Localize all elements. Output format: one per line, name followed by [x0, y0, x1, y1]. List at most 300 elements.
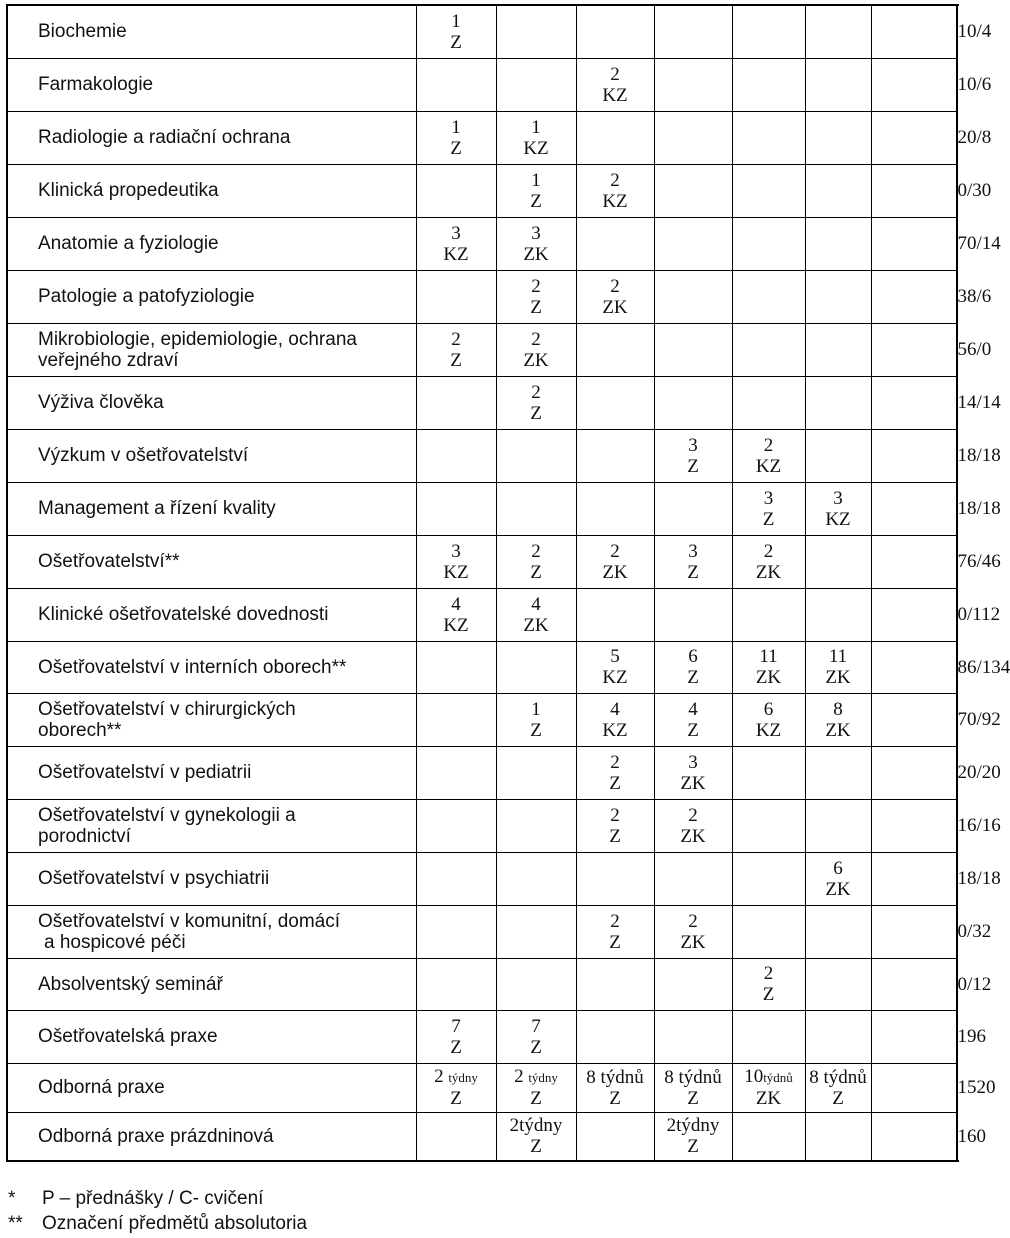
- subject-line: Ošetřovatelská praxe: [38, 1026, 218, 1047]
- completion-type: ZK: [755, 667, 782, 688]
- credits-value: 8: [833, 698, 843, 720]
- semester-cell: [871, 1112, 878, 1161]
- subject-line: Ošetřovatelství**: [38, 551, 180, 572]
- semester-cell: [416, 482, 496, 535]
- completion-type: Z: [530, 719, 542, 741]
- semester-cell: [576, 1010, 654, 1063]
- subject-cell: [7, 1010, 416, 1063]
- semester-cell: [732, 905, 805, 958]
- completion-type: Z: [450, 137, 462, 159]
- credits-value: 8 týdnů: [809, 1066, 867, 1088]
- semester-cell: [654, 852, 732, 905]
- semester-cell: [654, 376, 732, 429]
- semester-cell: [654, 905, 732, 958]
- semester-cell: [576, 1063, 654, 1112]
- semester-cell: [416, 164, 496, 217]
- completion-type: Z: [450, 1036, 462, 1058]
- completion-type: Z: [609, 772, 621, 794]
- footnote-1: [8, 1186, 307, 1211]
- semester-cell: [416, 958, 496, 1010]
- completion-type: Z: [530, 402, 542, 424]
- semester-cell: [576, 588, 654, 641]
- credits-value: 2: [688, 910, 698, 932]
- credits-value: 2 týdny: [434, 1066, 478, 1087]
- semester-cell: [805, 376, 871, 429]
- semester-cell: [496, 1063, 576, 1112]
- semester-cell: [496, 58, 576, 111]
- subject-line: Radiologie a radiační ochrana: [38, 127, 291, 148]
- credits-value: 2: [688, 804, 698, 826]
- subject-line: Výživa člověka: [38, 392, 164, 413]
- semester-cell: [496, 905, 576, 958]
- completion-type: Z: [687, 667, 699, 688]
- subject-cell: [7, 111, 416, 164]
- credits-value: 2týdny: [666, 1115, 720, 1137]
- table-row: Mikrobiologie, epidemiologie, ochrana veřejného zdraví 2 Z 2 ZK 56/0: [7, 323, 957, 376]
- completion-type: ZK: [825, 878, 851, 900]
- spacer-cell: [878, 58, 957, 111]
- semester-cell: [576, 1112, 654, 1161]
- semester-cell: [732, 270, 805, 323]
- semester-cell: [654, 1112, 732, 1161]
- semester-cell: [805, 5, 871, 58]
- credits-value: 5: [610, 646, 620, 667]
- subject-line: Farmakologie: [38, 74, 154, 95]
- completion-type: Z: [450, 349, 462, 371]
- subject-line: Ošetřovatelství v interních oborech**: [38, 656, 347, 678]
- credits-value: 3: [688, 540, 698, 562]
- completion-type: ZK: [680, 931, 706, 953]
- table-row: Ošetřovatelství** 3 KZ 2 Z 2 ZK 3 Z 2 ZK 76/46: [7, 535, 957, 588]
- semester-cell: [654, 1010, 732, 1063]
- semester-cell: [732, 852, 805, 905]
- subject-cell: [7, 376, 416, 429]
- subject-line: Ošetřovatelství v pediatrii: [38, 762, 252, 783]
- semester-cell: [496, 1010, 576, 1063]
- semester-cell: [654, 746, 732, 799]
- credits-value: 2: [610, 275, 620, 297]
- semester-cell: [732, 1063, 805, 1112]
- semester-cell: [576, 376, 654, 429]
- spacer-cell: [878, 958, 957, 1010]
- subject-cell: [7, 164, 416, 217]
- spacer-cell: [878, 482, 957, 535]
- semester-cell: [496, 482, 576, 535]
- credits-value: 4: [688, 698, 698, 720]
- semester-cell: [805, 852, 871, 905]
- subject-line: Odborná praxe prázdninová: [38, 1125, 274, 1147]
- table-row: Klinická propedeutika 1 Z 2 KZ 0/30: [7, 164, 957, 217]
- credits-value: 2týdny: [509, 1115, 563, 1137]
- credits-value: 2: [763, 963, 774, 984]
- credits-value: 3: [688, 751, 698, 773]
- completion-type: KZ: [602, 667, 628, 688]
- semester-cell: [576, 799, 654, 852]
- credits-value: 11: [828, 646, 848, 667]
- table-row: Výzkum v ošetřovatelství 3 Z 2 KZ 18/18: [7, 429, 957, 482]
- completion-type: Z: [530, 1136, 542, 1158]
- credits-value: 2: [610, 804, 620, 826]
- semester-cell: [496, 958, 576, 1010]
- credits-value: 6: [833, 857, 843, 879]
- footnote-2: [8, 1211, 307, 1236]
- completion-type: Z: [609, 825, 621, 847]
- semester-cell: [654, 217, 732, 270]
- subject-cell: [7, 799, 416, 852]
- semester-cell: [805, 111, 871, 164]
- spacer-cell: [878, 111, 957, 164]
- spacer-cell: [878, 376, 957, 429]
- semester-cell: [576, 482, 654, 535]
- completion-type: ZK: [523, 243, 549, 265]
- credits-value: 1: [531, 698, 541, 720]
- credits-value: 10týdnů: [744, 1066, 793, 1087]
- semester-cell: [871, 217, 878, 270]
- spacer-cell: [878, 746, 957, 799]
- spacer-cell: [878, 1112, 957, 1161]
- semester-cell: [732, 535, 805, 588]
- semester-cell: [732, 588, 805, 641]
- semester-cell: [805, 905, 871, 958]
- credits-value: 3: [451, 540, 461, 562]
- completion-type: ZK: [825, 719, 851, 741]
- credits-value: 1: [531, 169, 541, 191]
- completion-type: Z: [530, 1088, 542, 1109]
- semester-cell: [871, 799, 878, 852]
- semester-cell: [496, 799, 576, 852]
- semester-cell: [576, 217, 654, 270]
- credits-value: 7: [451, 1015, 461, 1037]
- credits-value: 6: [688, 646, 698, 667]
- subject-line: Absolventský seminář: [38, 973, 223, 995]
- completion-type: KZ: [825, 508, 851, 530]
- semester-cell: [805, 1010, 871, 1063]
- semester-cell: [576, 58, 654, 111]
- credits-value: 1: [531, 116, 541, 138]
- semester-cell: [732, 323, 805, 376]
- completion-type: Z: [450, 1088, 462, 1109]
- completion-type: KZ: [602, 190, 628, 212]
- subject-cell: [7, 5, 416, 58]
- table-row: Biochemie 1 Z 10/4: [7, 5, 957, 58]
- semester-cell: [576, 535, 654, 588]
- credits-value: 2: [451, 328, 461, 350]
- subject-cell: [7, 1063, 416, 1112]
- footnote-mark: **: [8, 1213, 23, 1234]
- completion-type: Z: [832, 1087, 844, 1109]
- completion-type: KZ: [755, 455, 782, 477]
- semester-cell: [732, 376, 805, 429]
- semester-cell: [576, 958, 654, 1010]
- semester-cell: [805, 1063, 871, 1112]
- semester-cell: [416, 1063, 496, 1112]
- semester-cell: [871, 376, 878, 429]
- semester-cell: [871, 852, 878, 905]
- semester-cell: [496, 217, 576, 270]
- subject-line: a hospicové péči: [44, 931, 186, 953]
- spacer-cell: [878, 852, 957, 905]
- subject-line: Ošetřovatelství v psychiatrii: [38, 868, 270, 889]
- semester-cell: [496, 111, 576, 164]
- table-row: Ošetřovatelství v pediatrii 2 Z 3 ZK 20/20: [7, 746, 957, 799]
- semester-cell: [496, 5, 576, 58]
- subject-cell: [7, 482, 416, 535]
- semester-cell: [654, 58, 732, 111]
- semester-cell: [416, 376, 496, 429]
- credits-value: 7: [531, 1015, 541, 1037]
- spacer-cell: [878, 164, 957, 217]
- credits-value: 2: [610, 169, 620, 191]
- completion-type: Z: [609, 1087, 621, 1109]
- subject-cell: [7, 1112, 416, 1161]
- subject-cell: [7, 270, 416, 323]
- semester-cell: [805, 693, 871, 746]
- table-row: Odborná praxe 2 týdny Z 2 týdny Z 8 týdnů Z 8 týdnů Z 10týdnů ZK 8 týdnů Z 1520: [7, 1063, 957, 1112]
- credits-value: 2: [531, 328, 541, 350]
- semester-cell: [496, 164, 576, 217]
- completion-type: Z: [530, 296, 542, 318]
- completion-type: KZ: [443, 561, 469, 583]
- footnote-text: Označení předmětů absolutoria: [42, 1213, 308, 1234]
- credits-value: 8 týdnů: [586, 1066, 644, 1088]
- semester-cell: [732, 693, 805, 746]
- semester-cell: [732, 1112, 805, 1161]
- spacer-cell: [878, 270, 957, 323]
- credits-value: 4: [451, 593, 461, 615]
- semester-cell: [732, 58, 805, 111]
- semester-cell: [871, 1010, 878, 1063]
- semester-cell: [576, 5, 654, 58]
- subject-line: Management a řízení kvality: [38, 498, 276, 519]
- semester-cell: [805, 1112, 871, 1161]
- table-row: Ošetřovatelství v interních oborech** 5 KZ 6 Z 11 ZK 11 ZK 86/134: [7, 641, 957, 693]
- subject-line: Klinické ošetřovatelské dovednosti: [38, 604, 329, 625]
- semester-cell: [654, 799, 732, 852]
- completion-type: ZK: [825, 667, 851, 688]
- semester-cell: [576, 270, 654, 323]
- spacer-cell: [878, 5, 957, 58]
- semester-cell: [805, 58, 871, 111]
- spacer-cell: [878, 429, 957, 482]
- subject-cell: [7, 958, 416, 1010]
- semester-cell: [416, 5, 496, 58]
- completion-type: KZ: [443, 614, 469, 636]
- table-row: Odborná praxe prázdninová 2týdny Z 2týdny Z 160: [7, 1112, 957, 1161]
- semester-cell: [871, 588, 878, 641]
- completion-type: Z: [687, 1136, 699, 1158]
- subject-line: Ošetřovatelství v chirurgických: [38, 698, 296, 720]
- spacer-cell: [878, 905, 957, 958]
- semester-cell: [732, 164, 805, 217]
- semester-cell: [496, 376, 576, 429]
- completion-type: KZ: [602, 719, 628, 741]
- semester-cell: [871, 429, 878, 482]
- semester-cell: [576, 905, 654, 958]
- semester-cell: [654, 111, 732, 164]
- credits-value: 11: [759, 646, 778, 667]
- semester-cell: [576, 641, 654, 693]
- semester-cell: [732, 482, 805, 535]
- subject-line: Anatomie a fyziologie: [38, 233, 219, 254]
- subject-cell: [7, 693, 416, 746]
- semester-cell: [496, 641, 576, 693]
- semester-cell: [654, 641, 732, 693]
- spacer-cell: [878, 217, 957, 270]
- completion-type: Z: [450, 31, 462, 53]
- semester-cell: [805, 429, 871, 482]
- credits-value: 2: [610, 910, 620, 932]
- table-row: Ošetřovatelství v chirurgických oborech** 1 Z 4 KZ 4 Z 6 KZ 8 ZK 70/92: [7, 693, 957, 746]
- semester-cell: [576, 693, 654, 746]
- completion-type: ZK: [602, 561, 628, 583]
- semester-cell: [805, 270, 871, 323]
- subject-line: porodnictví: [38, 825, 131, 847]
- semester-cell: [576, 746, 654, 799]
- semester-cell: [732, 5, 805, 58]
- semester-cell: [732, 746, 805, 799]
- semester-cell: [805, 746, 871, 799]
- semester-cell: [496, 270, 576, 323]
- semester-cell: [871, 1063, 878, 1112]
- semester-cell: [871, 5, 878, 58]
- semester-cell: [805, 641, 871, 693]
- table-row: Patologie a patofyziologie 2 Z 2 ZK 38/6: [7, 270, 957, 323]
- semester-cell: [732, 1010, 805, 1063]
- semester-cell: [416, 429, 496, 482]
- subject-line: Ošetřovatelství v komunitní, domácí: [38, 910, 341, 932]
- semester-cell: [654, 693, 732, 746]
- semester-cell: [496, 746, 576, 799]
- credits-value: 3: [763, 487, 774, 509]
- completion-type: ZK: [602, 296, 628, 318]
- subject-cell: [7, 323, 416, 376]
- semester-cell: [732, 958, 805, 1010]
- completion-type: ZK: [680, 825, 706, 847]
- semester-cell: [416, 535, 496, 588]
- semester-cell: [416, 905, 496, 958]
- semester-cell: [416, 1112, 496, 1161]
- completion-type: Z: [687, 1087, 699, 1109]
- footnote-text: P – přednášky / C- cvičení: [42, 1188, 264, 1209]
- credits-value: 6: [763, 698, 774, 720]
- completion-type: KZ: [523, 137, 549, 159]
- semester-cell: [805, 535, 871, 588]
- semester-cell: [496, 535, 576, 588]
- semester-cell: [654, 323, 732, 376]
- completion-type: ZK: [523, 614, 549, 636]
- spacer-cell: [878, 323, 957, 376]
- completion-type: KZ: [602, 84, 628, 106]
- footnote-mark: *: [8, 1188, 16, 1209]
- table-row: Výživa člověka 2 Z 14/14: [7, 376, 957, 429]
- semester-cell: [416, 641, 496, 693]
- semester-cell: [496, 323, 576, 376]
- completion-type: ZK: [680, 772, 706, 794]
- semester-cell: [805, 217, 871, 270]
- semester-cell: [871, 323, 878, 376]
- completion-type: Z: [687, 561, 699, 583]
- curriculum-table: [6, 4, 1010, 1162]
- semester-cell: [496, 852, 576, 905]
- semester-cell: [496, 693, 576, 746]
- semester-cell: [732, 429, 805, 482]
- credits-value: 2: [610, 63, 620, 85]
- subject-line: Mikrobiologie, epidemiologie, ochrana: [38, 328, 357, 350]
- semester-cell: [576, 323, 654, 376]
- semester-cell: [732, 111, 805, 164]
- semester-cell: [416, 799, 496, 852]
- credits-value: 8 týdnů: [664, 1066, 722, 1088]
- completion-type: Z: [609, 931, 621, 953]
- table-row: Ošetřovatelství v komunitní, domácí a hospicové péči 2 Z 2 ZK 0/32: [7, 905, 957, 958]
- completion-type: Z: [530, 1036, 542, 1058]
- semester-cell: [732, 217, 805, 270]
- subject-line: oborech**: [38, 719, 122, 741]
- credits-value: 3: [833, 487, 843, 509]
- subject-cell: [7, 58, 416, 111]
- semester-cell: [496, 588, 576, 641]
- completion-type: ZK: [755, 1088, 782, 1109]
- semester-cell: [654, 535, 732, 588]
- credits-value: 4: [531, 593, 541, 615]
- semester-cell: [654, 482, 732, 535]
- completion-type: KZ: [443, 243, 469, 265]
- credits-value: 3: [531, 222, 541, 244]
- semester-cell: [576, 164, 654, 217]
- spacer-cell: [878, 1063, 957, 1112]
- table-row: Absolventský seminář 2 Z 0/12: [7, 958, 957, 1010]
- semester-cell: [805, 323, 871, 376]
- credits-value: 3: [451, 222, 461, 244]
- table-row: Ošetřovatelství v psychiatrii 6 ZK 18/18: [7, 852, 957, 905]
- credits-value: 2: [531, 540, 541, 562]
- subject-line: Odborná praxe: [38, 1077, 165, 1098]
- credits-value: 2 týdny: [514, 1066, 558, 1087]
- semester-cell: [416, 58, 496, 111]
- semester-cell: [654, 270, 732, 323]
- subject-cell: [7, 535, 416, 588]
- semester-cell: [416, 217, 496, 270]
- semester-cell: [654, 1063, 732, 1112]
- subject-cell: [7, 217, 416, 270]
- semester-cell: [654, 5, 732, 58]
- semester-cell: [654, 429, 732, 482]
- semester-cell: [871, 746, 878, 799]
- semester-cell: [732, 799, 805, 852]
- credits-value: 2: [531, 381, 541, 403]
- completion-type: KZ: [755, 719, 782, 741]
- semester-cell: [805, 799, 871, 852]
- credits-value: 3: [688, 434, 698, 456]
- completion-type: Z: [762, 984, 775, 1005]
- credits-value: 1: [451, 10, 461, 32]
- subject-line: Výzkum v ošetřovatelství: [38, 445, 249, 466]
- completion-type: Z: [687, 455, 699, 477]
- semester-cell: [654, 588, 732, 641]
- table-row: Anatomie a fyziologie 3 KZ 3 ZK 70/14: [7, 217, 957, 270]
- subject-cell: [7, 852, 416, 905]
- semester-cell: [576, 111, 654, 164]
- semester-cell: [732, 641, 805, 693]
- completion-type: Z: [530, 561, 542, 583]
- table-row: Klinické ošetřovatelské dovednosti 4 KZ 4 ZK 0/112: [7, 588, 957, 641]
- spacer-cell: [878, 799, 957, 852]
- subject-cell: [7, 746, 416, 799]
- spacer-cell: [878, 693, 957, 746]
- table-row: Ošetřovatelská praxe 7 Z 7 Z 196: [7, 1010, 957, 1063]
- credits-value: 2: [610, 751, 620, 773]
- semester-cell: [805, 958, 871, 1010]
